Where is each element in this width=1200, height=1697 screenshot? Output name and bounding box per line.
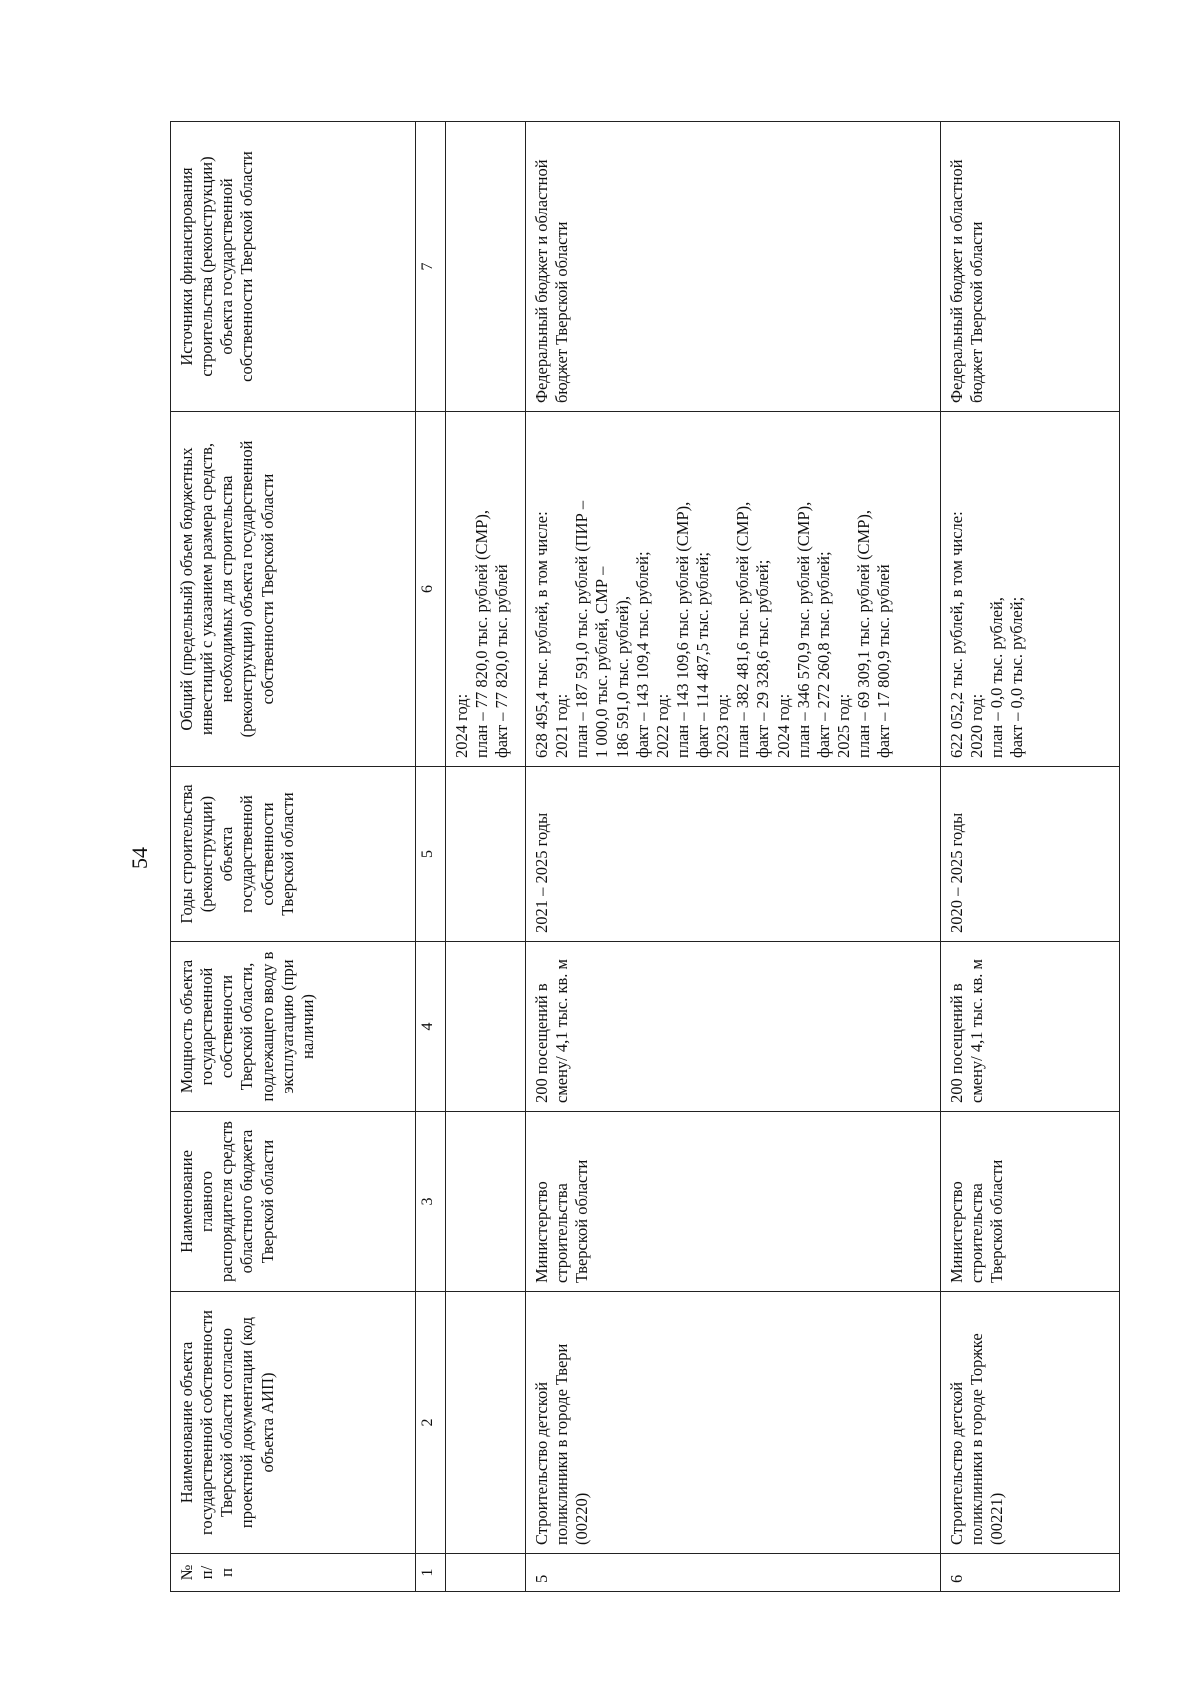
investment-table [170, 121, 1120, 1592]
capacity: 200 посещений в смену/ 4,1 тыс. кв. м [941, 942, 1120, 1112]
header-years: Годы строительства (реконструкции) объекта государственной собственности Тверской области [171, 767, 416, 942]
investment-line: 2021 год: [552, 693, 572, 758]
column-number: 3 [416, 1112, 446, 1292]
capacity: 200 посещений в смену/ 4,1 тыс. кв. м [526, 942, 941, 1112]
financing-source: Федеральный бюджет и областной бюджет Тверской области [526, 122, 941, 412]
distributor: Министерство строительства Тверской области [941, 1112, 1120, 1292]
investment-line: план – 382 481,6 тыс. рублей (СМР), [733, 501, 753, 758]
investment-line: план – 346 570,9 тыс. рублей (СМР), [793, 501, 813, 758]
row-number: 5 [526, 1554, 941, 1592]
page-number: 54 [127, 847, 152, 869]
investment-line: 2025 год: [833, 693, 853, 758]
investment-line: план – 0,0 тыс. рублей, [987, 597, 1007, 758]
investment-line: план – 187 591,0 тыс. рублей (ПИР – [572, 500, 592, 758]
investment-line: 186 591,0 тыс. рублей), [612, 595, 632, 758]
table-row [941, 122, 1120, 1592]
investment-line: факт – 143 109,4 тыс. рублей; [632, 551, 652, 758]
object-name: Строительство детской поликлиники в городе Торжке (00221) [941, 1292, 1120, 1554]
investment-amount [941, 412, 1120, 767]
investment-line: факт – 272 260,8 тыс. рублей; [813, 551, 833, 758]
distributor: Министерство строительства Тверской области [526, 1112, 941, 1292]
table-row [526, 122, 941, 1592]
investment-line: факт – 77 820,0 тыс. рублей [492, 564, 512, 758]
investment-line: 622 052,2 тыс. рублей, в том числе: [947, 511, 966, 758]
column-number: 4 [416, 942, 446, 1112]
investment-line: 1 000,0 тыс. рублей, СМР – [592, 566, 612, 758]
continuation-row [446, 122, 526, 1592]
investment-line: план – 143 109,6 тыс. рублей (СМР), [672, 501, 692, 758]
construction-years: 2021 – 2025 годы [526, 767, 941, 942]
header-source: Источники финансирования строительства (реконструкции) объекта государственной собственности Тверской области [171, 122, 416, 412]
investment-line: факт – 114 487,5 тыс. рублей; [693, 552, 712, 758]
header-distributor: Наименование главного распорядителя средств областного бюджета Тверской области [171, 1112, 416, 1292]
financing-source: Федеральный бюджет и областной бюджет Тверской области [941, 122, 1120, 412]
header-object-name: Наименование объекта государственной собственности Тверской области согласно проектной документации (код объекта АИП) [171, 1292, 416, 1554]
column-number: 1 [416, 1554, 446, 1592]
investment-line: 2023 год: [713, 693, 733, 758]
column-number: 6 [416, 412, 446, 767]
investment-line: факт – 17 800,9 тыс. рублей [874, 564, 894, 758]
investment-line: 2024 год: [452, 693, 471, 758]
investment-line: план – 69 309,1 тыс. рублей (СМР), [854, 510, 873, 758]
investment-line: план – 77 820,0 тыс. рублей (СМР), [472, 510, 492, 758]
header-capacity: Мощность объекта государственной собственности Тверской области, подлежащего вводу в эксплуатацию (при наличии) [171, 942, 416, 1112]
construction-years: 2020 – 2025 годы [941, 767, 1120, 942]
object-name: Строительство детской поликлиники в городе Твери (00220) [526, 1292, 941, 1554]
rotated-table-container [170, 122, 1120, 1592]
column-number: 7 [416, 122, 446, 412]
row-number: 6 [941, 1554, 1120, 1592]
investment-amount [526, 412, 941, 767]
column-number-row [416, 122, 446, 1592]
investment-line: факт – 29 328,6 тыс. рублей; [753, 559, 773, 758]
investment-line: 2022 год: [652, 693, 672, 758]
continuation-investment [446, 412, 526, 767]
header-number: № п/п [171, 1554, 416, 1592]
column-number: 2 [416, 1292, 446, 1554]
investment-line: 628 495,4 тыс. рублей, в том числе: [532, 511, 551, 758]
header-row [171, 122, 416, 1592]
column-number: 5 [416, 767, 446, 942]
investment-line: факт – 0,0 тыс. рублей; [1007, 596, 1027, 758]
investment-line: 2020 год: [967, 693, 987, 758]
header-investment: Общий (предельный) объем бюджетных инвестиций с указанием размера средств, необходимых для строительства (реконструкции) объекта государственной собственности Тверской области [171, 412, 416, 767]
investment-line: 2024 год: [773, 693, 793, 758]
